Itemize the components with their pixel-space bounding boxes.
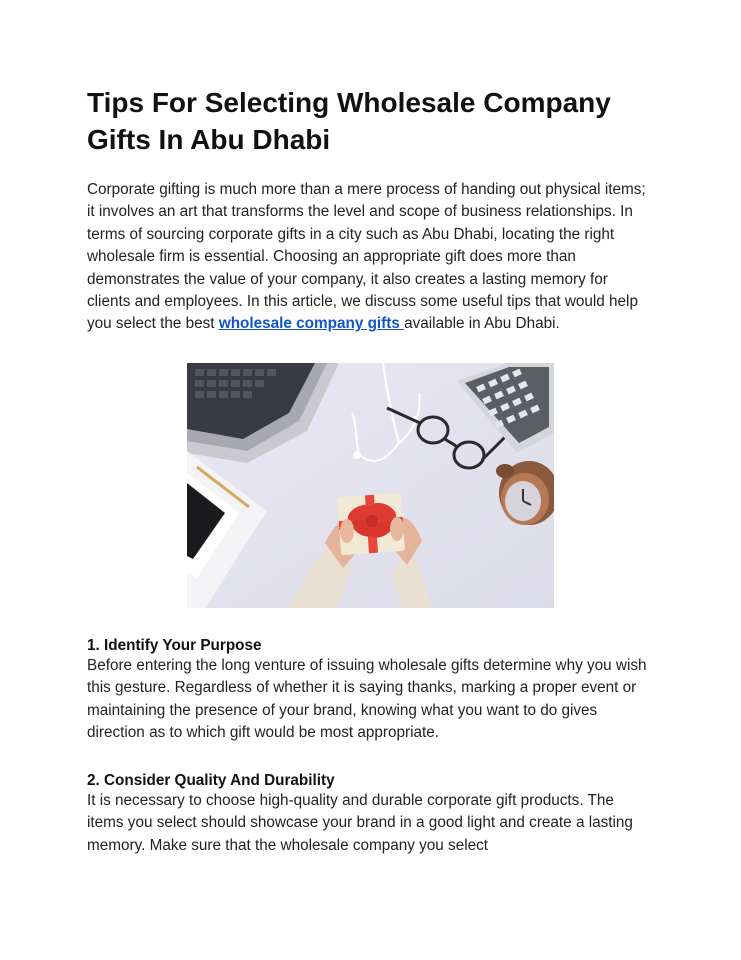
earbud-icon: [353, 451, 361, 459]
section-body: It is necessary to choose high-quality and durable corporate gift products. The items you select should showcase your brand in a good light and create a lasting memory. Make sure that the wholesale company you select: [87, 792, 633, 854]
intro-text-before: Corporate gifting is much more than a mere process of handing out physical items; it involves an art that transforms the level and scope of business relationships. In terms of sourcing corporate gifts in a city such as Abu Dhabi, locating the right wholesale firm is essential. Choosing an appropriate gift does more than demonstrates the value of your company, it also creates a lasting memory for clients and employees. In this article, we discuss some useful tips that would help you select the best: [87, 181, 646, 333]
gift-photo: [187, 363, 554, 608]
wholesale-company-gifts-link[interactable]: wholesale company gifts: [218, 315, 405, 333]
intro-paragraph: [87, 179, 647, 336]
section-heading: 2. Consider Quality And Durability: [87, 772, 335, 789]
section-heading: 1. Identify Your Purpose: [87, 637, 262, 654]
intro-text-after: available in Abu Dhabi.: [404, 315, 560, 333]
section-body: Before entering the long venture of issuing wholesale gifts determine why you wish this gesture. Regardless of whether it is saying thanks, marking a proper event or maintaining the presence of your brand, knowing what you want to do gives direction as to which gift would be most appropriate.: [87, 657, 647, 742]
page-title: Tips For Selecting Wholesale Company Gifts In Abu Dhabi: [87, 87, 611, 155]
